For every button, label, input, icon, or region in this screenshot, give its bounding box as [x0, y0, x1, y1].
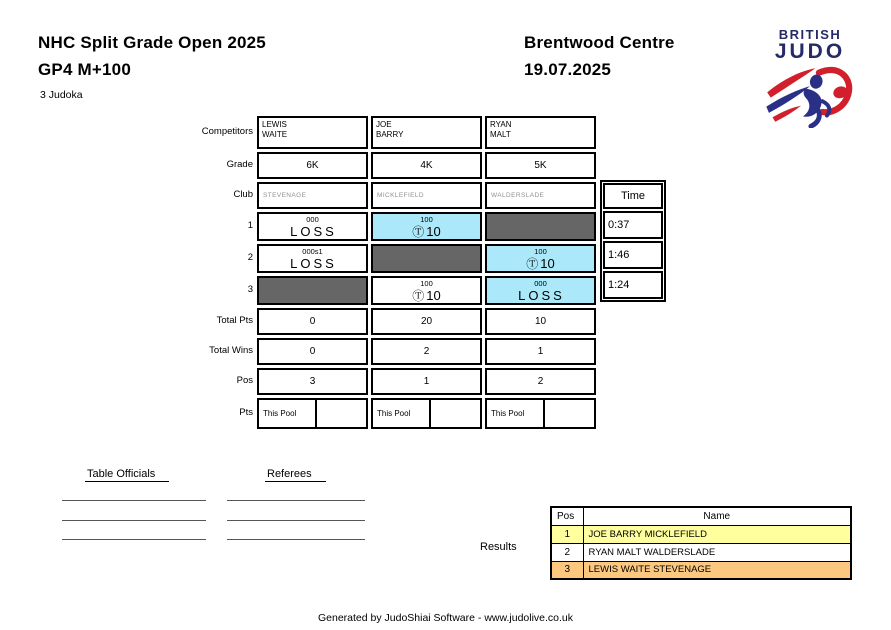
match-cell-blocked	[257, 276, 368, 305]
total-wins: 1	[485, 338, 596, 365]
results-table	[550, 506, 852, 580]
signature-line	[227, 500, 365, 501]
competitor-name: JOE BARRY	[371, 116, 482, 149]
match-cell	[485, 244, 596, 273]
venue: Brentwood Centre	[524, 33, 675, 52]
this-pool-label: This Pool	[485, 398, 545, 429]
row-label-grade: Grade	[226, 159, 253, 170]
competitor-grade: 5K	[485, 152, 596, 179]
match-score-code: 100	[420, 215, 433, 224]
match-result: Ⓣ 10	[412, 287, 441, 303]
table-officials-heading: Table Officials	[85, 468, 169, 482]
match-result: LOSS	[290, 255, 337, 271]
competitor-club: STEVENAGE	[257, 182, 368, 209]
results-header-row	[551, 507, 851, 525]
judoka-count: 3 Judoka	[40, 89, 83, 101]
row-label-pts: Pts	[239, 407, 253, 418]
competitor-club: WALDERSLADE	[485, 182, 596, 209]
total-pts: 10	[485, 308, 596, 335]
signature-line	[62, 500, 206, 501]
british-judo-logo	[762, 28, 858, 133]
pts-cell	[371, 398, 482, 429]
pts-value-cell	[543, 398, 596, 429]
pts-cell	[257, 398, 368, 429]
signature-line	[227, 520, 365, 521]
pts-value-cell	[315, 398, 368, 429]
match-score-code: 000	[534, 279, 547, 288]
pool-position: 2	[485, 368, 596, 395]
competitor-name: LEWIS WAITE	[257, 116, 368, 149]
logo-text-judo: JUDO	[774, 40, 846, 64]
match-result: Ⓣ 10	[412, 223, 441, 239]
signature-line	[227, 539, 365, 540]
total-wins: 0	[257, 338, 368, 365]
match-time-1: 0:37	[603, 211, 663, 239]
match-score-code: 100	[534, 247, 547, 256]
pts-cell	[485, 398, 596, 429]
results-pos-header: Pos	[551, 507, 583, 525]
this-pool-label: This Pool	[257, 398, 317, 429]
results-row-1	[551, 525, 851, 543]
match-result: LOSS	[518, 287, 565, 303]
row-label-total-pts: Total Pts	[216, 315, 253, 326]
row-label-club: Club	[233, 189, 253, 200]
match-score-code: 000	[306, 215, 319, 224]
judo-figure-icon	[764, 62, 856, 128]
row-label-competitors: Competitors	[201, 126, 253, 137]
row-label-match-1: 1	[247, 220, 253, 231]
pool-table	[257, 116, 596, 429]
match-score-code: 000s1	[302, 247, 323, 256]
total-pts: 0	[257, 308, 368, 335]
match-cell	[257, 212, 368, 241]
circled-t-icon: Ⓣ	[526, 256, 539, 271]
results-name-header: Name	[583, 507, 851, 525]
result-pos: 2	[551, 543, 583, 561]
referees-heading: Referees	[265, 468, 326, 482]
signature-line	[62, 520, 206, 521]
total-wins: 2	[371, 338, 482, 365]
results-row-3	[551, 561, 851, 579]
results-label: Results	[480, 541, 517, 553]
time-header: Time	[603, 183, 663, 209]
match-time-2: 1:46	[603, 241, 663, 269]
match-time-3: 1:24	[603, 271, 663, 299]
total-pts: 20	[371, 308, 482, 335]
signature-line	[62, 539, 206, 540]
match-cell	[257, 244, 368, 273]
match-cell	[371, 212, 482, 241]
row-label-match-2: 2	[247, 252, 253, 263]
competitor-grade: 6K	[257, 152, 368, 179]
row-label-match-3: 3	[247, 284, 253, 295]
match-cell-blocked	[371, 244, 482, 273]
time-column	[600, 180, 666, 302]
match-cell	[485, 276, 596, 305]
result-pos: 1	[551, 525, 583, 543]
result-name: LEWIS WAITE STEVENAGE	[583, 561, 851, 579]
circled-t-icon: Ⓣ	[412, 288, 425, 303]
result-pos: 3	[551, 561, 583, 579]
event-title: NHC Split Grade Open 2025	[38, 33, 266, 52]
match-result: LOSS	[290, 223, 337, 239]
match-cell-blocked	[485, 212, 596, 241]
match-result: Ⓣ 10	[526, 255, 555, 271]
match-score-code: 100	[420, 279, 433, 288]
competitor-club: MICKLEFIELD	[371, 182, 482, 209]
competitor-grade: 4K	[371, 152, 482, 179]
pool-position: 3	[257, 368, 368, 395]
generator-credit: Generated by JudoShiai Software - www.judolive.co.uk	[317, 612, 574, 624]
circled-t-icon: Ⓣ	[412, 224, 425, 239]
event-date: 19.07.2025	[524, 60, 612, 79]
result-name: JOE BARRY MICKLEFIELD	[583, 525, 851, 543]
this-pool-label: This Pool	[371, 398, 431, 429]
pool-position: 1	[371, 368, 482, 395]
competitor-name: RYAN MALT	[485, 116, 596, 149]
pts-value-cell	[429, 398, 482, 429]
result-name: RYAN MALT WALDERSLADE	[583, 543, 851, 561]
logo-text-british: BRITISH	[778, 27, 842, 42]
row-label-pos: Pos	[236, 375, 253, 386]
row-label-total-wins: Total Wins	[209, 345, 253, 356]
results-row-2	[551, 543, 851, 561]
match-cell	[371, 276, 482, 305]
category-title: GP4 M+100	[38, 60, 131, 79]
